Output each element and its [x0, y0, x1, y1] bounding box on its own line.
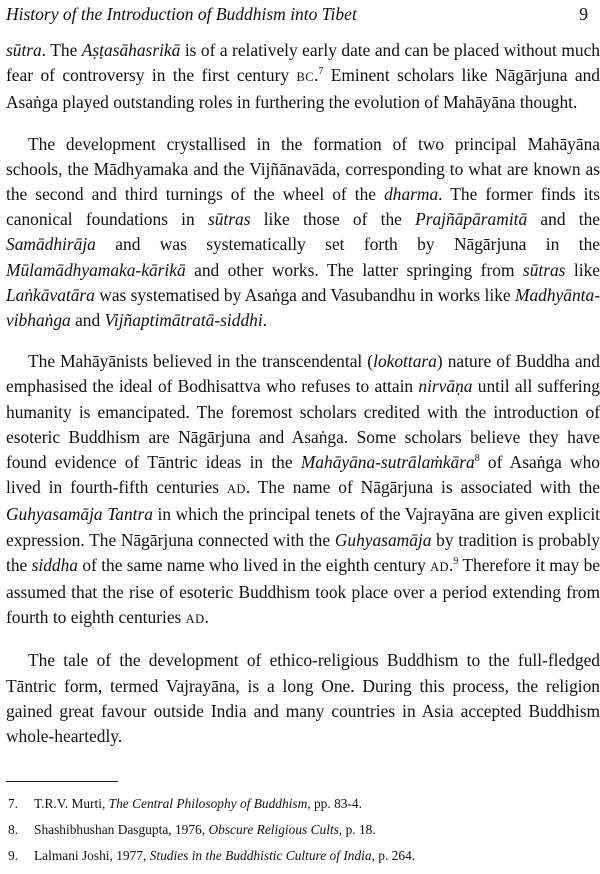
text-run: like those of the: [250, 209, 416, 230]
text-run: in which the principal tenets of the Vajrayāna are given explicit expression. The Nāgārjuna connected with the: [6, 504, 600, 550]
era-abbrev: BC: [296, 70, 314, 85]
citation-author: Shashibhushan Dasgupta, 1976,: [34, 822, 209, 837]
term-italic: siddha: [31, 554, 78, 575]
footnote-8: [6, 822, 600, 848]
term-italic: sūtras: [522, 259, 566, 280]
text-run: is of a relatively early date and can be placed without much fear of controversy in the first century: [6, 40, 600, 86]
footnotes: [6, 796, 600, 874]
text-run: and: [70, 310, 105, 331]
era-abbrev: AD: [226, 482, 246, 497]
citation-title: Studies in the Buddhistic Culture of India: [149, 848, 372, 863]
footnote-9: [6, 848, 600, 874]
text-run: was systematised by Asaṅga and Vasubandhu in works like: [94, 284, 515, 305]
footnote-ref-7[interactable]: 7: [318, 66, 324, 78]
text-run: Eminent scholars like Nāgārjuna and Asaṅga played outstanding roles in furthering the evolution of Mahāyāna thought.: [6, 65, 600, 113]
term-italic: Madhyānta-vibhaṅga: [6, 284, 600, 331]
text-run: The tale of the development of ethico-religious Buddhism to the full-fledged Tāntric form, termed Vajrayāna, is a long One. During this process, the religion gained great favour outside India and many countries in Asia accepted Buddhism whole-heartedly.: [6, 650, 600, 747]
text-run: . The former finds its canonical foundations in: [6, 184, 600, 230]
footnote-number: 7.: [8, 796, 19, 811]
footnote-ref-8[interactable]: 8: [474, 453, 480, 465]
running-title: History of the Introduction of Buddhism into Tibet: [6, 4, 357, 24]
footnote-ref-9[interactable]: 9: [453, 556, 459, 568]
term-italic: Samādhirāja: [6, 234, 96, 255]
footnote-divider: [6, 781, 118, 782]
text-run: and other works. The latter springing from: [185, 259, 523, 280]
citation-author: Lalmani Joshi, 1977,: [34, 848, 150, 863]
text-run: by tradition is probably the: [6, 529, 600, 575]
text-run: of the same name who lived in the eighth century: [78, 554, 431, 575]
term-italic: Aṣṭasāhasrikā: [81, 40, 181, 60]
era-abbrev: AD: [185, 612, 205, 627]
text-run: . The: [41, 40, 82, 60]
term-italic: Mahāyāna-sutrālaṁkāra: [300, 452, 475, 473]
text-run: like: [565, 259, 600, 280]
paragraph-1: [6, 38, 600, 116]
text-run: .: [204, 607, 209, 628]
text-run: of Asaṅga who lived in fourth-fifth centuries: [6, 452, 600, 498]
term-italic: nirvāṇa: [418, 376, 473, 397]
text-run: .: [448, 554, 454, 575]
term-italic: lokottara: [373, 351, 437, 372]
term-italic: Laṅkāvatāra: [6, 284, 95, 305]
text-run: Therefore it may be assumed that the rise of esoteric Buddhism took place over a period extending from fourth to eighth centuries: [6, 554, 600, 628]
footnote-text: [34, 796, 362, 811]
term-italic: sūtra: [6, 40, 42, 60]
page-number: 9: [579, 4, 588, 24]
footnote-text: [34, 848, 415, 863]
text-run: The Mahāyānists believed in the transcendental (: [28, 351, 374, 372]
citation-pages: , p. 18.: [338, 822, 376, 837]
body-text: [6, 38, 600, 765]
running-header: [6, 4, 588, 28]
term-italic: Guhyasamāja Tantra: [6, 504, 153, 525]
text-run: until all suffering humanity is emancipated. The foremost scholars credited with the introduction of esoteric Buddhism are Nāgārjuna and Asaṅga. Some scholars believe they have found evidence of Tāntric ideas in the: [6, 376, 600, 473]
term-italic: Guhyasamāja: [334, 529, 432, 550]
citation-author: T.R.V. Murti,: [34, 796, 109, 811]
term-italic: Mūlamādhyamaka-kārikā: [6, 259, 186, 280]
text-run: and the: [527, 209, 600, 230]
paragraph-3: [6, 349, 600, 632]
footnote-text: [34, 822, 376, 837]
text-run: The development crystallised in the formation of two principal Mahāyāna schools, the Mādhyamaka and the Vijñānavāda, corresponding to what are known as the second and third turnings of the wheel of the: [6, 133, 600, 205]
text-run: .: [262, 310, 268, 331]
term-italic: Vijñaptimātratā-siddhi: [104, 310, 263, 331]
text-run: ) nature of Buddha and emphasised the ideal of Bodhisattva who refuses to attain: [6, 351, 600, 397]
text-run: .: [313, 65, 319, 86]
term-italic: dharma: [384, 184, 439, 205]
citation-pages: , pp. 83-4.: [307, 796, 362, 811]
term-italic: Prajñāpāramitā: [415, 209, 528, 230]
citation-title: Obscure Religious Cults: [208, 822, 339, 837]
text-run: and was systematically set forth by Nāgārjuna in the: [95, 234, 600, 255]
paragraph-4: [6, 648, 600, 749]
footnote-number: 9.: [8, 848, 19, 863]
era-abbrev: AD: [430, 559, 449, 574]
footnote-number: 8.: [8, 822, 19, 837]
citation-pages: , p. 264.: [371, 848, 416, 863]
text-run: . The name of Nāgārjuna is associated with the: [245, 477, 600, 498]
paragraph-2: [6, 132, 600, 334]
citation-title: The Central Philosophy of Buddhism: [108, 796, 308, 811]
term-italic: sūtras: [207, 209, 251, 230]
footnote-7: [6, 796, 600, 822]
